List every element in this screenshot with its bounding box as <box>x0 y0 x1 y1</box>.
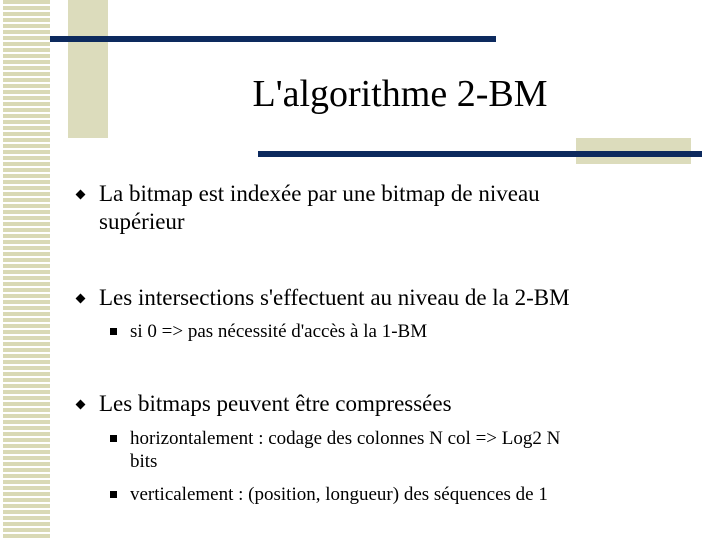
slide-title: L'algorithme 2-BM <box>252 73 548 115</box>
subitem-text-line: horizontalement : codage des colonnes N col => Log2 N <box>130 428 561 449</box>
title-bar-top <box>50 36 496 42</box>
bullet-text-line: supérieur <box>99 209 185 234</box>
bullet-text <box>99 390 699 418</box>
diamond-icon <box>76 400 86 410</box>
subitem-text-line: bits <box>130 451 158 472</box>
bullet-text-line: La bitmap est indexée par une bitmap de niveau <box>99 181 540 206</box>
bullet-text <box>99 284 699 312</box>
bullet-text <box>99 180 699 236</box>
subitem-text: verticalement : (position, longueur) des séquences de 1 <box>130 484 548 505</box>
square-icon <box>110 435 117 442</box>
square-icon <box>110 491 117 498</box>
diamond-icon <box>76 190 86 200</box>
diamond-icon <box>76 294 86 304</box>
bullet-text-line: Les intersections s'effectuent au niveau de la 2-BM <box>99 285 570 310</box>
title-bar-bottom <box>258 151 702 157</box>
square-icon <box>110 328 117 335</box>
bullet-text-line: Les bitmaps peuvent être compressées <box>99 391 452 416</box>
decorative-block-top <box>68 0 108 138</box>
decorative-side-stripes <box>0 0 50 540</box>
subitem-text <box>130 427 690 473</box>
subitem-text: si 0 => pas nécessité d'accès à la 1-BM <box>130 321 428 342</box>
